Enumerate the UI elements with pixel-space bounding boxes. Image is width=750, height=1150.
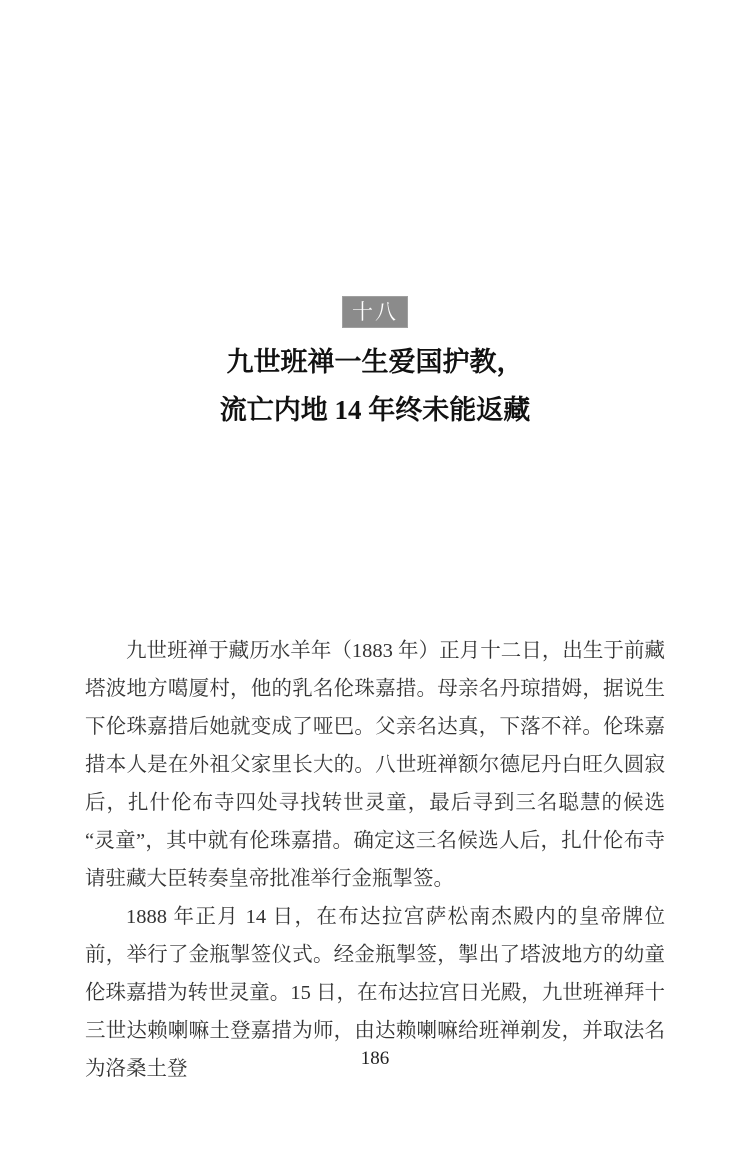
chapter-number-badge: 十八 — [342, 296, 408, 328]
chapter-title-line2: 流亡内地 14 年终未能返藏 — [219, 395, 531, 425]
body-text — [85, 632, 665, 1088]
page-number: 186 — [360, 1048, 390, 1069]
paragraph-1: 九世班禅于藏历水羊年（1883 年）正月十二日，出生于前藏塔波地方噶厦村，他的乳名伦珠嘉措。母亲名丹琼措姆，据说生下伦珠嘉措后她就变成了哑巴。父亲名达真，下落不祥。伦珠嘉措本人是在外祖父家里长大的。八世班禅额尔德尼丹白旺久圆寂后，扎什伦布寺四处寻找转世灵童，最后寻到三名聪慧的候选“灵童”，其中就有伦珠嘉措。确定这三名候选人后，扎什伦布寺请驻藏大臣转奏皇帝批准举行金瓶掣签。 — [85, 640, 665, 890]
chapter-title — [0, 338, 750, 434]
paragraph-2: 1888 年正月 14 日，在布达拉宫萨松南杰殿内的皇帝牌位前，举行了金瓶掣签仪式。经金瓶掣签，掣出了塔波地方的幼童伦珠嘉措为转世灵童。15 日，在布达拉宫日光殿，九世班禅拜十三世达赖喇嘛土登嘉措为师，由达赖喇嘛给班禅剃发，并取法名为洛桑土登 — [85, 906, 665, 1080]
chapter-title-line1: 九世班禅一生爱国护教， — [226, 347, 524, 377]
